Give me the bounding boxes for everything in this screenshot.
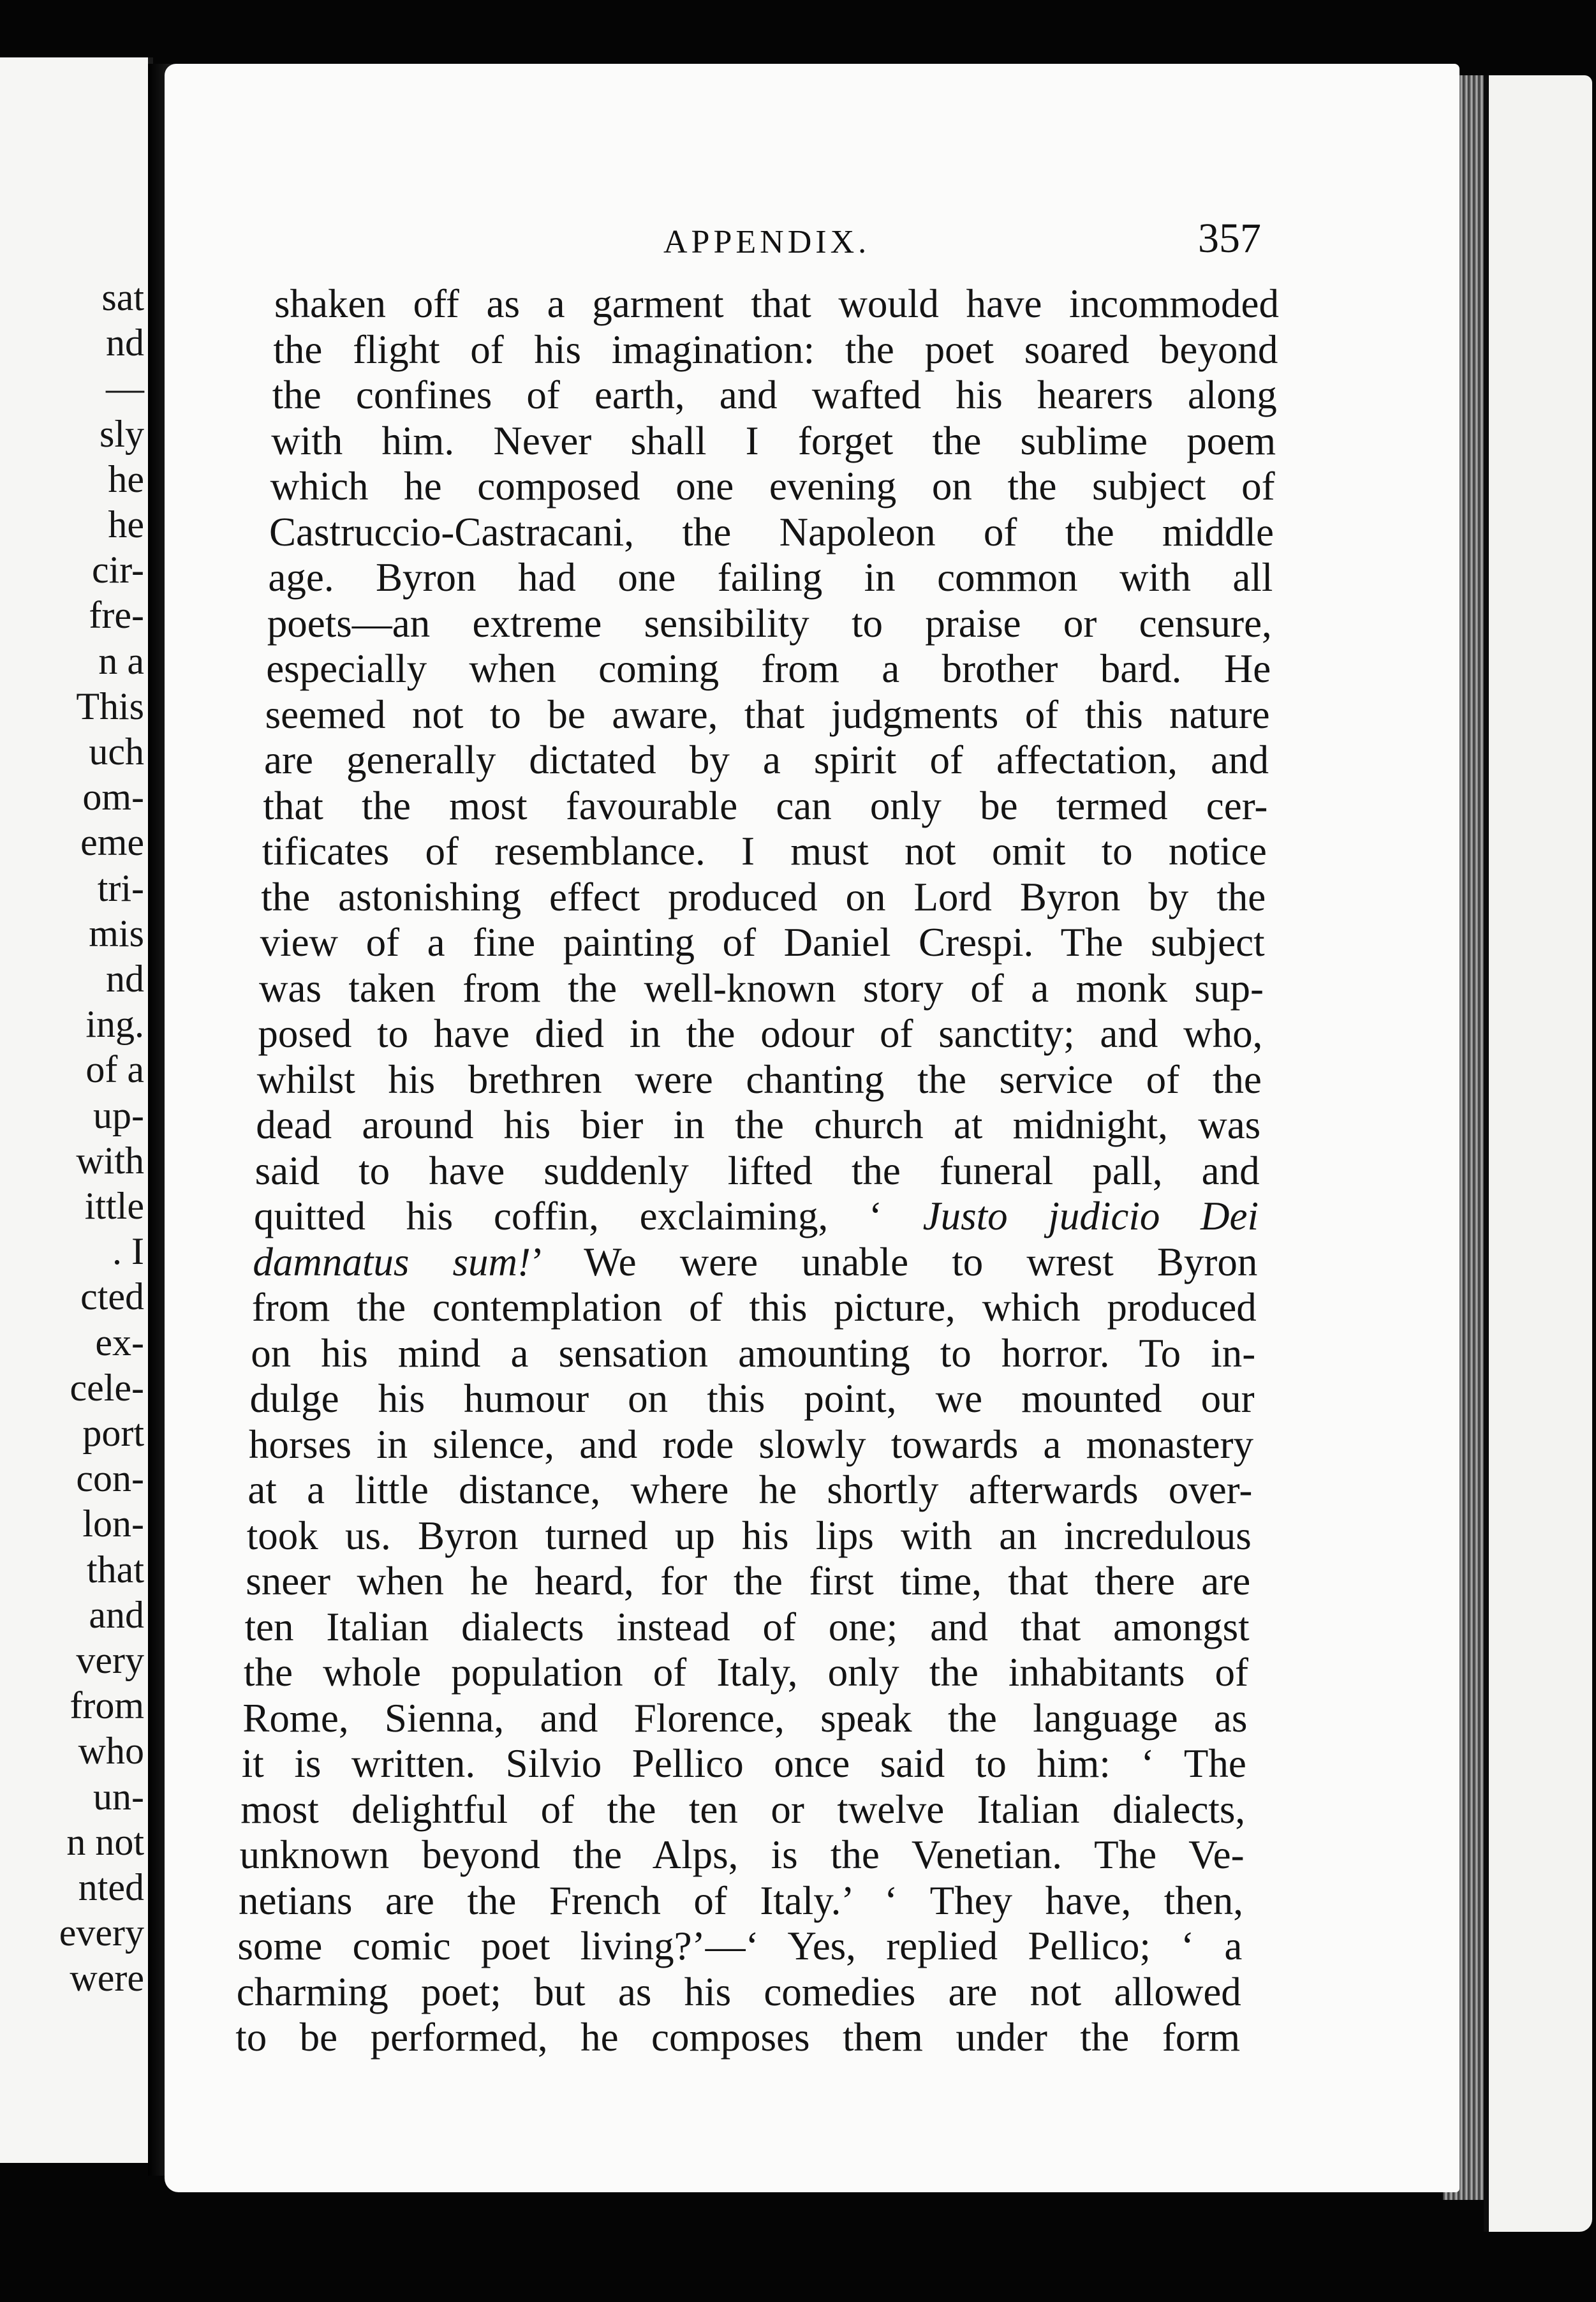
facing-page-fragment: eme: [80, 821, 144, 864]
facing-page-fragment: un-: [93, 1775, 144, 1818]
text-line: netians are the French of Italy.’ ‘ They have, then,: [239, 1878, 1243, 1923]
text-line: from the contemplation of this picture, which produced: [251, 1285, 1257, 1330]
facing-page-fragment: he: [108, 503, 144, 546]
facing-page-fragment: This: [76, 685, 144, 727]
text-line: on his mind a sensation amounting to horror. To in-: [251, 1330, 1256, 1376]
text-line: Rome, Sienna, and Florence, speak the language as: [242, 1695, 1248, 1741]
facing-page-fragment: ing.: [85, 1003, 144, 1046]
facing-page-fragment: ex-: [95, 1321, 144, 1363]
facing-page-fragment: sat: [101, 276, 144, 318]
facing-page-fragment: om-: [82, 776, 144, 819]
text-line: the confines of earth, and wafted his hearers along: [272, 373, 1277, 417]
facing-page-fragment: port: [82, 1412, 144, 1454]
facing-page-fragment: n a: [98, 639, 144, 682]
text-line: are generally dictated by a spirit of affectation, and: [264, 738, 1269, 782]
facing-page-fragment: . I: [112, 1230, 144, 1273]
text-line: sneer when he heard, for the first time, that there are: [246, 1559, 1251, 1603]
text-line: Castruccio-Castracani, the Napoleon of the middle: [269, 509, 1274, 554]
text-line: charming poet; but as his comedies are not allowed: [236, 1969, 1241, 2014]
text-line: with him. Never shall I forget the sublime poem: [271, 418, 1276, 463]
text-line: the whole population of Italy, only the inhabitants of: [244, 1650, 1248, 1695]
facing-page-fragment: cted: [80, 1275, 144, 1318]
text-line: tificates of resemblance. I must not omit to notice: [262, 829, 1267, 873]
text-line: took us. Byron turned up his lips with an incredulous: [246, 1513, 1252, 1558]
facing-page-fragment: sly: [99, 412, 144, 455]
facing-page-fragment: very: [76, 1639, 144, 1681]
facing-page-fragment: nted: [78, 1866, 144, 1908]
text-line: to be performed, he composes them under the form: [235, 2015, 1241, 2060]
text-line: at a little distance, where he shortly afterwards over-: [248, 1467, 1253, 1512]
text-line: shaken off as a garment that would have incommoded: [274, 281, 1279, 326]
facing-page-fragment: from: [70, 1684, 144, 1727]
facing-page-fragment: uch: [89, 731, 144, 773]
text-line: unknown beyond the Alps, is the Venetian. The Ve-: [239, 1832, 1245, 1877]
page-number: 357: [1198, 215, 1261, 262]
facing-page-fragment: lon-: [82, 1503, 144, 1545]
text-line: horses in silence, and rode slowly towards a monastery: [249, 1422, 1253, 1467]
facing-page-fragment: n not: [66, 1820, 144, 1863]
text-line: poets—an extreme sensibility to praise or censure,: [267, 600, 1272, 646]
text-line: seemed not to be aware, that judgments of this nature: [265, 692, 1270, 737]
facing-page-fragment: —: [106, 367, 144, 410]
text-line: the flight of his imagination: the poet soared beyond: [273, 327, 1278, 372]
text-line: some comic poet living?’—‘ Yes, replied Pellico; ‘ a: [237, 1924, 1243, 1968]
facing-page-fragment: cele-: [70, 1366, 144, 1409]
text-line: damnatus sum!’ We were unable to wrest Byron: [253, 1239, 1258, 1284]
facing-page-fragment: who: [78, 1730, 144, 1772]
text-line: ten Italian dialects instead of one; and that amongst: [244, 1604, 1250, 1649]
facing-page-fragment: were: [70, 1957, 144, 2000]
facing-page-fragment: up-: [93, 1094, 144, 1136]
facing-page-fragment: ittle: [84, 1185, 144, 1227]
text-line: especially when coming from a brother bard. He: [266, 646, 1271, 691]
facing-page-fragment: tri-: [97, 866, 144, 909]
text-line: it is written. Silvio Pellico once said to him: ‘ The: [241, 1741, 1246, 1786]
facing-page-fragment: with: [76, 1139, 144, 1182]
facing-page-fragment: every: [59, 1912, 144, 1954]
text-line: whilst his brethren were chanting the service of the: [256, 1057, 1262, 1102]
text-line: quitted his coffin, exclaiming, ‘ Justo judicio Dei: [254, 1194, 1259, 1238]
facing-page-fragment: con-: [76, 1457, 144, 1500]
facing-page-fragment: of a: [85, 1048, 144, 1091]
facing-page-fragment: he: [108, 457, 144, 500]
facing-page-fragment: fre-: [89, 594, 144, 637]
text-line: that the most favourable can only be termed cer-: [263, 783, 1268, 828]
text-line: dulge his humour on this point, we mounted our: [249, 1376, 1255, 1421]
text-line: was taken from the well-known story of a monk sup-: [259, 965, 1264, 1011]
text-line: said to have suddenly lifted the funeral pall, and: [255, 1148, 1260, 1193]
text-line: most delightful of the ten or twelve Italian dialects,: [240, 1786, 1246, 1832]
text-line: view of a fine painting of Daniel Crespi. The subject: [260, 920, 1265, 965]
text-line: posed to have died in the odour of sanctity; and who,: [258, 1011, 1263, 1056]
text-line: which he composed one evening on the subject of: [270, 464, 1275, 509]
running-head: APPENDIX.: [663, 224, 871, 260]
facing-page-fragment: and: [89, 1593, 144, 1636]
text-line: age. Byron had one failing in common with all: [268, 555, 1273, 600]
facing-page-fragment: nd: [106, 322, 144, 364]
facing-page-fragment: nd: [106, 958, 144, 1000]
text-line: the astonishing effect produced on Lord Byron by the: [261, 874, 1266, 919]
facing-page-left: [0, 57, 153, 2163]
text-line: dead around his bier in the church at midnight, was: [256, 1103, 1261, 1147]
book-cover-edge: [1484, 75, 1592, 2232]
facing-page-fragment: that: [87, 1548, 144, 1591]
facing-page-fragment: cir-: [91, 549, 144, 591]
facing-page-fragment: mis: [89, 912, 144, 954]
